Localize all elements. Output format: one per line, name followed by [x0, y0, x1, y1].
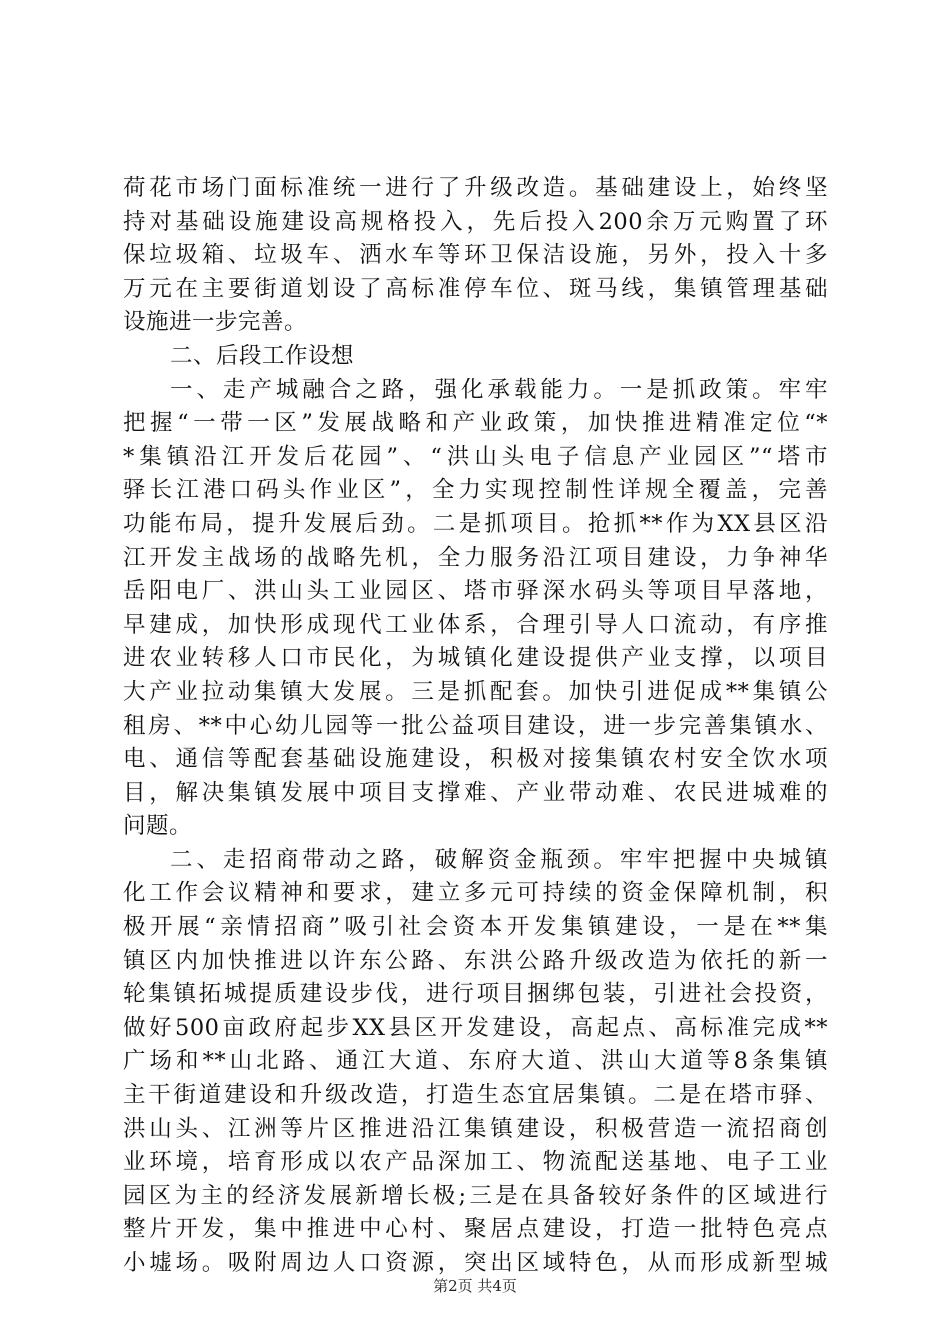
text-line: 二、后段工作设想 [170, 342, 355, 369]
text-line: 保垃圾箱、垃圾车、洒水车等环卫保洁设施，另外，投入十多 [123, 242, 828, 269]
text-line: 持对基础设施建设高规格投入，先后投入200余万元购置了环 [123, 208, 828, 235]
text-line: 江开发主战场的战略先机，全力服务沿江项目建设，力争神华 [123, 544, 828, 571]
text-line: *集镇沿江开发后花园”、“洪山头电子信息产业园区”“塔市 [123, 443, 828, 470]
text-line: 电、通信等配套基础设施建设，积极对接集镇农村安全饮水项 [123, 746, 828, 773]
text-line: 主干街道建设和升级改造，打造生态宜居集镇。二是在塔市驿、 [123, 1082, 828, 1109]
text-line: 设施进一步完善。 [123, 309, 308, 336]
text-line: 做好500亩政府起步XX县区开发建设，高起点、高标准完成** [123, 1014, 828, 1041]
text-line: 岳阳电厂、洪山头工业园区、塔市驿深水码头等项目早落地， [123, 578, 828, 605]
text-line: 园区为主的经济发展新增长极;三是在具备较好条件的区域进行 [123, 1182, 828, 1209]
text-line: 二、走招商带动之路，破解资金瓶颈。牢牢把握中央城镇 [170, 846, 828, 873]
text-line: 洪山头、江洲等片区推进沿江集镇建设，积极营造一流招商创 [123, 1115, 828, 1142]
text-line: 极开展“亲情招商”吸引社会资本开发集镇建设，一是在**集 [123, 914, 828, 941]
text-line: 小墟场。吸附周边人口资源，突出区域特色，从而形成新型城 [123, 1250, 828, 1276]
text-line: 租房、**中心幼儿园等一批公益项目建设，进一步完善集镇水、 [123, 712, 828, 739]
text-line: 早建成，加快形成现代工业体系，合理引导人口流动，有序推 [123, 611, 828, 638]
page-number-footer: 第2页 共4页 [433, 1277, 517, 1295]
text-line: 荷花市场门面标准统一进行了升级改造。基础建设上，始终坚 [123, 175, 828, 201]
document-body [123, 172, 828, 1281]
text-line: 整片开发，集中推进中心村、聚居点建设，打造一批特色亮点 [123, 1216, 828, 1243]
text-line: 进农业转移人口市民化，为城镇化建设提供产业支撑，以项目 [123, 645, 828, 672]
text-line: 业环境，培育形成以农产品深加工、物流配送基地、电子工业 [123, 1149, 828, 1176]
text-line: 一、走产城融合之路，强化承载能力。一是抓政策。牢牢 [170, 376, 828, 403]
text-line: 把握“一带一区”发展战略和产业政策，加快推进精准定位“* [123, 410, 828, 437]
text-line: 轮集镇拓城提质建设步伐，进行项目捆绑包装，引进社会投资， [123, 981, 828, 1008]
text-line: 万元在主要街道划设了高标准停车位、斑马线，集镇管理基础 [123, 275, 828, 302]
text-line: 化工作会议精神和要求，建立多元可持续的资金保障机制，积 [123, 880, 828, 907]
text-line: 问题。 [123, 813, 193, 840]
text-line: 驿长江港口码头作业区”，全力实现控制性详规全覆盖，完善 [123, 477, 828, 504]
text-line: 广场和**山北路、通江大道、东府大道、洪山大道等8条集镇 [123, 1048, 828, 1075]
text-line: 大产业拉动集镇大发展。三是抓配套。加快引进促成**集镇公 [123, 678, 828, 705]
text-line: 目，解决集镇发展中项目支撑难、产业带动难、农民进城难的 [123, 779, 828, 806]
text-line: 功能布局，提升发展后劲。二是抓项目。抢抓**作为XX县区沿 [123, 510, 828, 537]
text-line: 镇区内加快推进以许东公路、东洪公路升级改造为依托的新一 [123, 947, 828, 974]
